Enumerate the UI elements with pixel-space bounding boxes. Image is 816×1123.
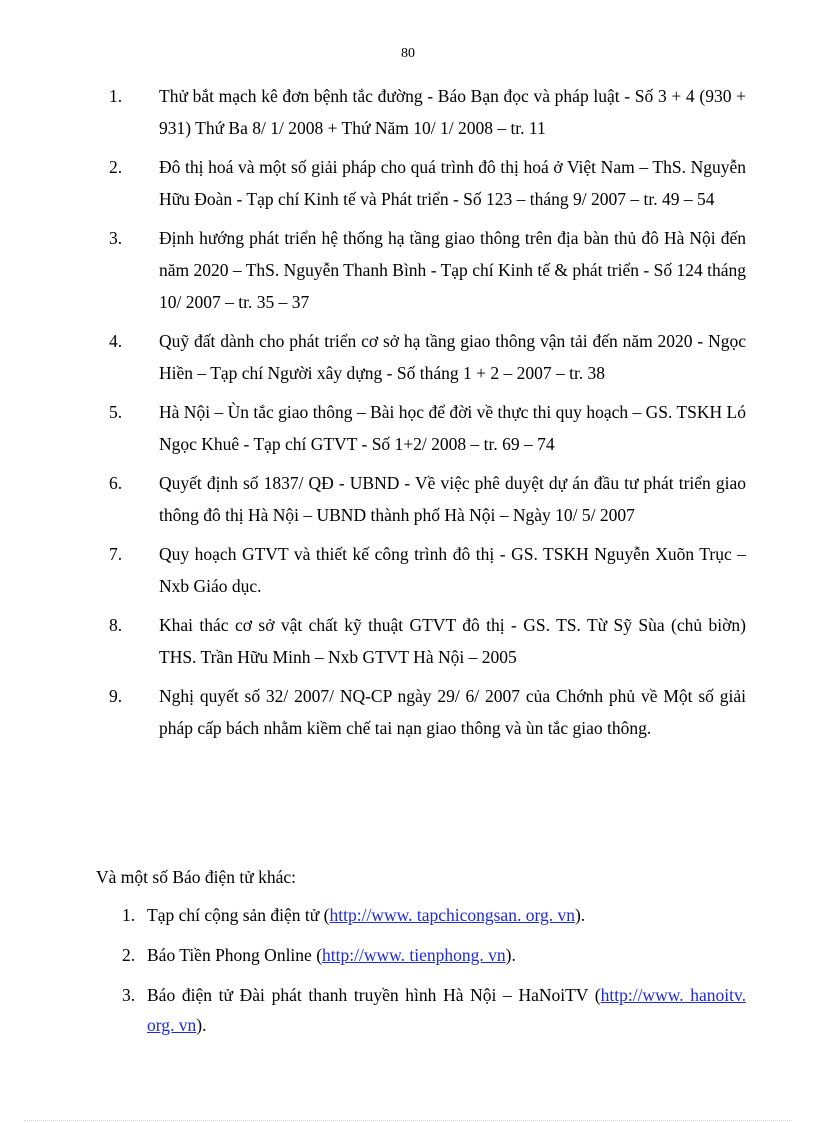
website-label: Báo điện tử Đài phát thanh truyền hình Hà Nội – HaNoiTV ( bbox=[147, 985, 601, 1005]
reference-number: 5. bbox=[109, 402, 123, 422]
reference-text: Quy hoạch GTVT và thiết kế công trình đô thị - GS. TSKH Nguyễn Xuõn Trục – Nxb Giáo dục. bbox=[159, 544, 746, 596]
reference-item bbox=[96, 325, 746, 389]
website-label: Báo Tiền Phong Online ( bbox=[147, 945, 323, 965]
reference-number: 6. bbox=[109, 473, 123, 493]
reference-item bbox=[96, 467, 746, 531]
website-suffix: ). bbox=[505, 945, 516, 965]
website-link[interactable]: http://www. hanoitv. org. vn bbox=[147, 985, 746, 1035]
website-list bbox=[96, 900, 746, 1050]
website-link[interactable]: http://www. tapchicongsan. org. vn bbox=[329, 905, 575, 925]
website-suffix: ). bbox=[196, 1015, 207, 1035]
website-number: 1. bbox=[122, 905, 136, 925]
website-item bbox=[96, 940, 746, 970]
website-label: Tạp chí cộng sản điện tử ( bbox=[147, 905, 330, 925]
website-link[interactable]: http://www. tienphong. vn bbox=[322, 945, 506, 965]
reference-text: Nghị quyết số 32/ 2007/ NQ-CP ngày 29/ 6/ 2007 của Chớnh phủ về Một số giải pháp cấp bách nhằm kiềm chế tai nạn giao thông và ùn tắc giao thông. bbox=[159, 686, 746, 738]
reference-text: Khai thác cơ sở vật chất kỹ thuật GTVT đô thị - GS. TS. Từ Sỹ Sùa (chủ biờn) THS. Trần Hữu Minh – Nxb GTVT Hà Nội – 2005 bbox=[159, 615, 746, 667]
reference-text: Quỹ đất dành cho phát triển cơ sở hạ tầng giao thông vận tải đến năm 2020 - Ngọc Hiền – Tạp chí Người xây dựng - Số tháng 1 + 2 – 2007 – tr. 38 bbox=[159, 331, 746, 383]
website-suffix: ). bbox=[574, 905, 586, 925]
reference-number: 2. bbox=[109, 157, 123, 177]
reference-number: 7. bbox=[109, 544, 123, 564]
page-bottom-divider bbox=[24, 1120, 792, 1121]
reference-text: Định hướng phát triển hệ thống hạ tầng giao thông trên địa bàn thủ đô Hà Nội đến năm 2020 – ThS. Nguyễn Thanh Bình - Tạp chí Kinh tế & phát triển - Số 124 tháng 10/ 2007 – tr. 35 – 37 bbox=[159, 228, 746, 312]
reference-text: Hà Nội – Ùn tắc giao thông – Bài học để đời về thực thi quy hoạch – GS. TSKH Ló Ngọc Khuê - Tạp chí GTVT - Số 1+2/ 2008 – tr. 69 – 74 bbox=[159, 402, 746, 454]
reference-item bbox=[96, 222, 746, 318]
website-item bbox=[96, 980, 746, 1040]
reference-item bbox=[96, 80, 746, 144]
reference-number: 8. bbox=[109, 615, 123, 635]
websites-intro: Và một số Báo điện tử khác: bbox=[96, 867, 297, 887]
reference-text: Đô thị hoá và một số giải pháp cho quá trình đô thị hoá ở Việt Nam – ThS. Nguyễn Hữu Đoàn - Tạp chí Kinh tế và Phát triển - Số 123 – tháng 9/ 2007 – tr. 49 – 54 bbox=[159, 157, 746, 209]
reference-text: Thử bắt mạch kê đơn bệnh tắc đường - Báo Bạn đọc và pháp luật - Số 3 + 4 (930 + 931) Thứ Ba 8/ 1/ 2008 + Thứ Năm 10/ 1/ 2008 – tr. 11 bbox=[159, 86, 746, 138]
reference-number: 1. bbox=[109, 86, 123, 106]
reference-number: 3. bbox=[109, 228, 123, 248]
reference-item bbox=[96, 609, 746, 673]
reference-list bbox=[96, 80, 746, 751]
website-item bbox=[96, 900, 746, 930]
reference-number: 4. bbox=[109, 331, 123, 351]
website-number: 2. bbox=[122, 945, 136, 965]
reference-item bbox=[96, 680, 746, 744]
reference-item bbox=[96, 151, 746, 215]
reference-number: 9. bbox=[109, 686, 123, 706]
reference-item bbox=[96, 396, 746, 460]
reference-text: Quyết định số 1837/ QĐ - UBND - Về việc phê duyệt dự án đầu tư phát triển giao thông đô thị Hà Nội – UBND thành phố Hà Nội – Ngày 10/ 5/ 2007 bbox=[159, 473, 746, 525]
reference-item bbox=[96, 538, 746, 602]
website-number: 3. bbox=[122, 985, 136, 1005]
page-number: 80 bbox=[401, 46, 415, 61]
